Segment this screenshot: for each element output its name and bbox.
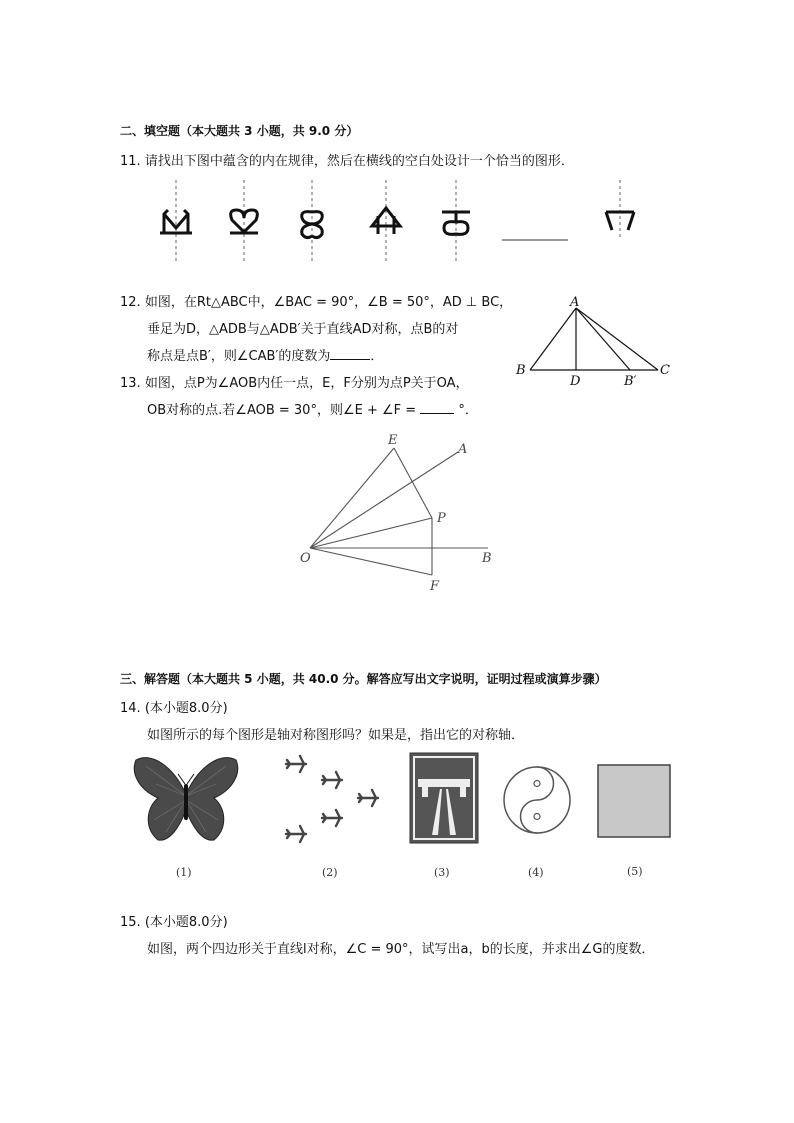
question-13-number: 13. — [120, 376, 141, 391]
point-c-label: C — [660, 363, 670, 378]
question-13-line-2 — [147, 399, 478, 418]
question-15-score: (本小题8.0分) — [144, 915, 228, 930]
q13-angle-figure — [296, 432, 506, 594]
segment-of — [310, 548, 432, 575]
question-11 — [120, 150, 574, 169]
point-b-label: B — [516, 363, 526, 378]
question-12-line-3 — [147, 345, 383, 364]
point-p-label: P — [437, 511, 446, 526]
caption-5: (5) — [627, 865, 643, 878]
pattern-symbol-3 — [302, 212, 323, 238]
question-14-score: (本小题8.0分) — [144, 701, 228, 716]
segment-ac — [576, 308, 658, 370]
pattern-symbol-7 — [606, 212, 634, 230]
point-b-prime-label: B′ — [624, 374, 637, 389]
question-14-header — [120, 697, 228, 716]
pattern-symbol-5 — [442, 212, 470, 234]
yin-yang-image — [502, 765, 572, 835]
segment-oe — [310, 448, 394, 548]
question-11-text: 请找出下图中蕴含的内在规律，然后在横线的空白处设计一个恰当的图形． — [144, 154, 574, 169]
question-12-answer-blank[interactable] — [330, 347, 370, 360]
question-12-text-1: 如图，在Rt△ABC中，∠BAC = 90°，∠B = 50°，AD ⊥ BC， — [144, 295, 513, 310]
caption-2: (2) — [322, 866, 338, 879]
point-a-label: A — [458, 442, 468, 457]
question-14-text: 如图所示的每个图形是轴对称图形吗？如果是，指出它的对称轴． — [147, 728, 525, 743]
butterfly-image — [132, 754, 240, 844]
question-13-line-1 — [120, 372, 469, 391]
segment-ab — [530, 308, 576, 370]
question-12-line-1 — [120, 291, 512, 310]
segment-ep — [394, 448, 432, 518]
square-image — [597, 764, 671, 838]
point-d-label: D — [570, 374, 581, 389]
question-12-number: 12. — [120, 295, 141, 310]
highway-sign-image — [410, 753, 478, 843]
point-b-label: B — [482, 551, 492, 566]
q11-pattern-figure — [150, 180, 630, 264]
caption-1: (1) — [176, 866, 192, 879]
section-2-heading: 二、填空题（本大题共 3 小题，共 9.0 分） — [120, 124, 359, 138]
airplanes-image — [282, 752, 382, 850]
section-3-heading: 三、解答题（本大题共 5 小题，共 40.0 分。解答应写出文字说明，证明过程或演算步骤） — [120, 672, 607, 686]
segment-ab-prime — [576, 308, 630, 370]
question-12-line-2: 垂足为D，△ADB与△ADB′关于直线AD对称，点B的对 — [147, 322, 459, 337]
segment-op — [310, 518, 432, 548]
question-15-text: 如图，两个四边形关于直线l对称，∠C = 90°，试写出a，b的长度，并求出∠G的度数． — [147, 942, 655, 957]
caption-3: (3) — [434, 866, 450, 879]
question-13-text-1: 如图，点P为∠AOB内任一点，E，F分别为点P关于OA， — [144, 376, 469, 391]
question-13-text-2: OB对称的点.若∠AOB = 30°，则∠E + ∠F = — [147, 403, 417, 418]
question-13-text-2-end: °． — [458, 403, 478, 418]
question-14-number: 14. — [120, 701, 141, 716]
point-o-label: O — [300, 551, 311, 566]
caption-4: (4) — [528, 866, 544, 879]
q12-triangle-figure — [514, 295, 674, 389]
ray-oa — [310, 452, 458, 548]
question-12-text-3-end: ． — [370, 349, 384, 364]
question-11-number: 11. — [120, 154, 141, 169]
question-12-text-3: 称点是点B′，则∠CAB′的度数为 — [147, 349, 331, 364]
point-f-label: F — [430, 579, 440, 594]
question-15-number: 15. — [120, 915, 141, 930]
point-a-label: A — [570, 295, 580, 310]
question-13-answer-blank[interactable] — [420, 401, 454, 414]
point-e-label: E — [388, 433, 398, 448]
pattern-symbol-1 — [160, 210, 192, 233]
question-15-header — [120, 911, 228, 930]
